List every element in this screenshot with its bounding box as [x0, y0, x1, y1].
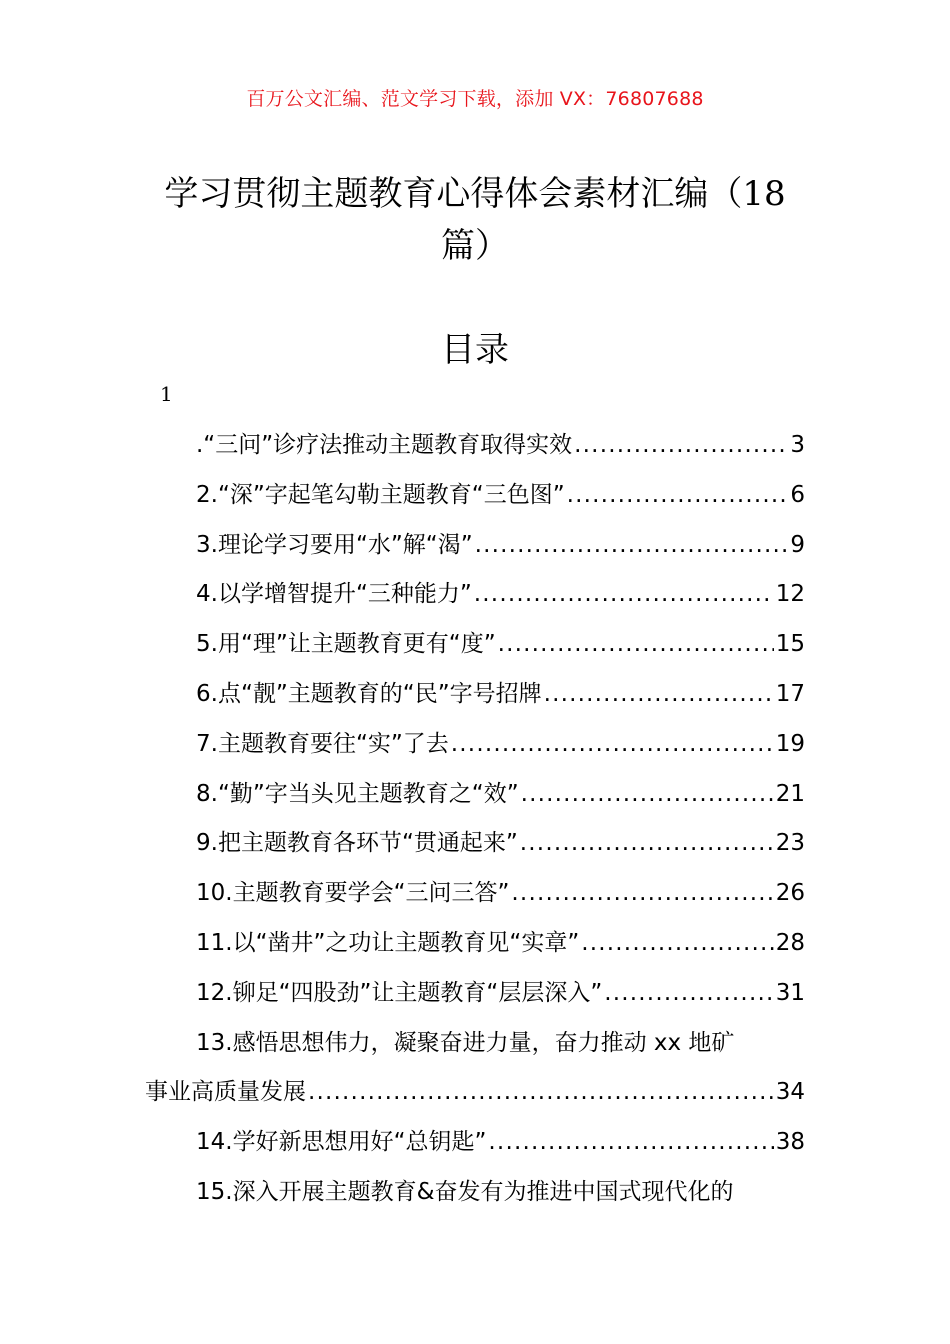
toc-heading: 目录	[441, 330, 509, 370]
toc-entry-page: 34	[775, 1079, 805, 1106]
toc-entry-label: 13.感悟思想伟力，凝聚奋进力量，奋力推动 xx 地矿	[196, 1029, 735, 1056]
toc-leader-dots	[544, 670, 774, 720]
toc-entry-13-line1[interactable]	[145, 1019, 805, 1069]
table-of-contents	[145, 421, 805, 1218]
toc-entry-label: 6.点“靓”主题教育的“民”字号招牌	[196, 680, 542, 707]
toc-leader-dots	[488, 1118, 773, 1168]
toc-entry-label-continued: 事业高质量发展	[145, 1079, 306, 1106]
toc-leader-dots	[520, 819, 774, 869]
toc-entry-label: 3.理论学习要用“水”解“渴”	[196, 531, 473, 558]
toc-entry-3[interactable]	[145, 521, 805, 571]
toc-entry-page: 26	[775, 880, 805, 907]
toc-entry-label: 4.以学增智提升“三种能力”	[196, 581, 472, 608]
toc-entry-page: 12	[775, 581, 805, 608]
toc-entry-15-line1[interactable]	[145, 1168, 805, 1218]
toc-entry-page: 28	[775, 929, 805, 956]
toc-leader-dots	[567, 471, 789, 521]
toc-leader-dots	[498, 620, 774, 670]
toc-entry-label: 10.主题教育要学会“三问三答”	[196, 880, 510, 907]
toc-entry-12[interactable]	[145, 969, 805, 1019]
title-end: 篇）	[441, 226, 509, 266]
toc-entry-14[interactable]	[145, 1118, 805, 1168]
toc-entry-11[interactable]	[145, 919, 805, 969]
toc-leader-dots	[308, 1068, 774, 1118]
toc-entry-page: 19	[775, 730, 805, 757]
toc-leader-dots	[604, 969, 773, 1019]
toc-entry-page: 17	[775, 680, 805, 707]
toc-entry-page: 3	[790, 432, 805, 458]
title-number: 18	[742, 174, 786, 214]
toc-entry-label: 11.以“凿井”之功让主题教育见“实章”	[196, 929, 580, 956]
watermark-text: 百万公文汇编、范文学习下载，添加 VX：76807688	[246, 88, 704, 110]
toc-entry-page: 6	[790, 481, 805, 508]
toc-entry-1[interactable]	[145, 421, 805, 471]
toc-entry-page: 23	[775, 830, 805, 857]
toc-entry-9[interactable]	[145, 819, 805, 869]
toc-entry-7[interactable]	[145, 720, 805, 770]
toc-entry-label: 8.“勤”字当头见主题教育之“效”	[196, 780, 519, 807]
toc-entry-page: 38	[775, 1129, 805, 1156]
toc-entry-page: 15	[775, 631, 805, 658]
toc-entry-13-line2[interactable]	[145, 1068, 805, 1118]
toc-entry-label: 2.“深”字起笔勾勒主题教育“三色图”	[196, 481, 565, 508]
toc-leader-dots	[475, 521, 789, 571]
title-main: 学习贯彻主题教育心得体会素材汇编（	[164, 174, 743, 214]
toc-entry-label: 12.铆足“四股劲”让主题教育“层层深入”	[196, 979, 603, 1006]
toc-entry-label: 5.用“理”让主题教育更有“度”	[196, 631, 496, 658]
toc-entry-page: 21	[775, 780, 805, 807]
toc-leader-dots	[451, 720, 774, 770]
toc-entry-label: .“三问”诊疗法推动主题教育取得实效	[196, 432, 573, 458]
toc-leader-dots	[511, 869, 773, 919]
toc-entry-label: 7.主题教育要往“实”了去	[196, 730, 449, 757]
toc-entry-label: 9.把主题教育各环节“贯通起来”	[196, 830, 518, 857]
toc-entry-label: 15.深入开展主题教育&奋发有为推进中国式现代化的	[196, 1178, 734, 1205]
toc-entry-page: 31	[775, 979, 805, 1006]
toc-leader-dots	[581, 919, 773, 969]
stray-number: 1	[160, 382, 173, 406]
toc-leader-dots	[574, 421, 788, 471]
toc-entry-4[interactable]	[145, 570, 805, 620]
toc-entry-8[interactable]	[145, 770, 805, 820]
toc-leader-dots	[474, 570, 774, 620]
toc-entry-6[interactable]	[145, 670, 805, 720]
toc-entry-page: 9	[790, 531, 805, 558]
toc-entry-2[interactable]	[145, 471, 805, 521]
toc-entry-10[interactable]	[145, 869, 805, 919]
toc-entry-label: 14.学好新思想用好“总钥匙”	[196, 1129, 487, 1156]
document-title	[145, 168, 805, 272]
toc-leader-dots	[521, 770, 774, 820]
toc-entry-5[interactable]	[145, 620, 805, 670]
